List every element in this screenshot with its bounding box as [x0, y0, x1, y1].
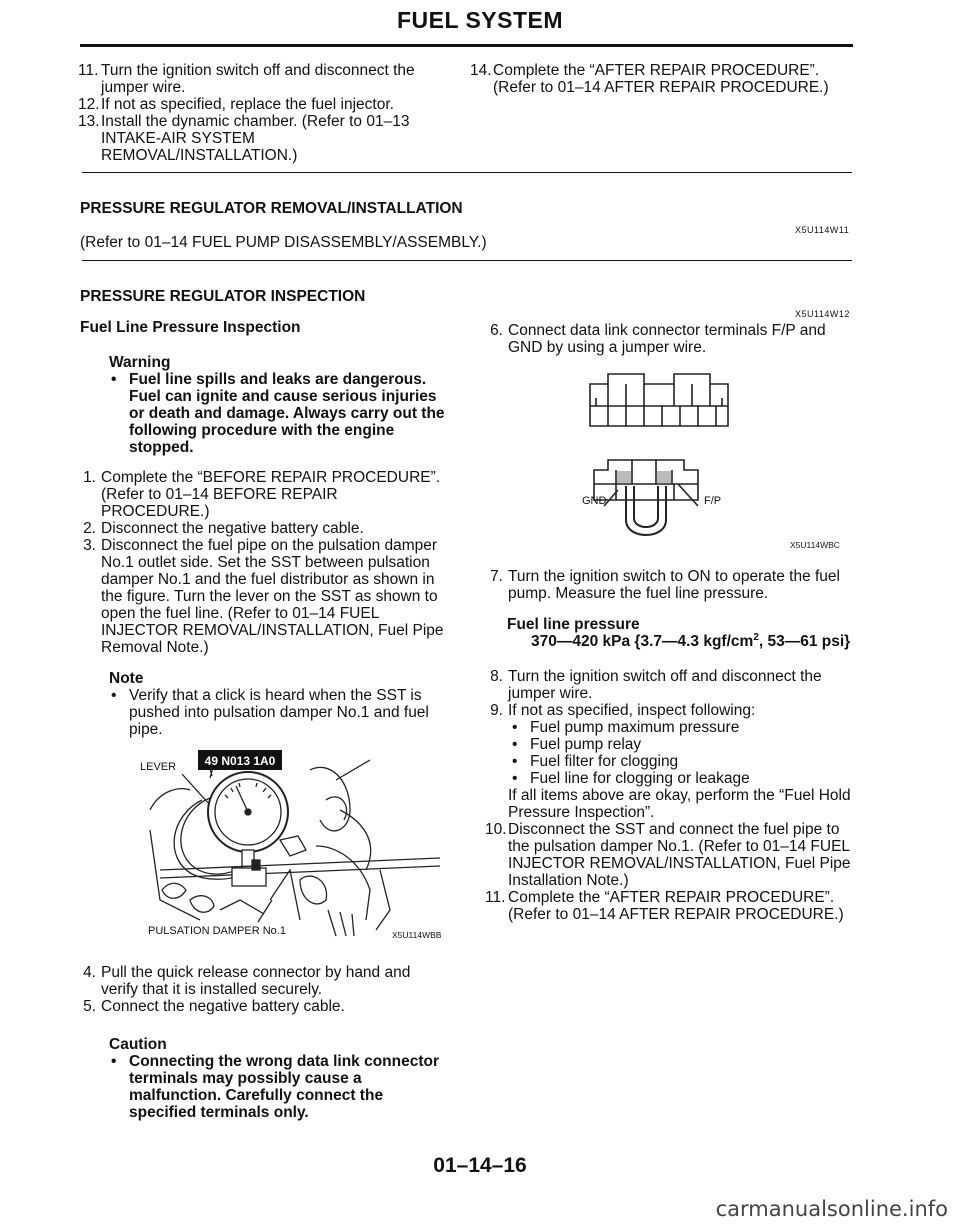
note-text: • Verify that a click is heard when the SST is pushed into pulsation damper No.1 and fuel pipe. — [107, 687, 467, 738]
header-rule — [80, 44, 853, 47]
steps-list — [78, 469, 468, 656]
subsection-heading: Fuel Line Pressure Inspection — [80, 319, 301, 336]
inspect-list: • Fuel pump maximum pressure • Fuel pump relay • Fuel filter for clogging • Fuel line for clogging or leakage If all items above are okay, perform the “Fuel Hold Pressure Inspection”. — [485, 719, 865, 821]
list-item: • Fuel pump relay — [508, 736, 865, 753]
sst-label: 49 N013 1A0 — [204, 754, 276, 768]
section-heading: PRESSURE REGULATOR REMOVAL/INSTALLATION — [80, 200, 463, 217]
list-item: 9. If not as specified, inspect following: — [490, 702, 756, 719]
steps-list — [485, 668, 865, 923]
caution-text: • Connecting the wrong data link connector terminals may possibly cause a malfunction. Carefully connect the specified terminals only. — [107, 1053, 467, 1121]
divider — [82, 260, 852, 261]
list-item: 11. Turn the ignition switch off and disconnect the jumper wire. — [78, 62, 415, 96]
fp-label: F/P — [704, 495, 722, 507]
spec-block — [507, 616, 867, 650]
list-item: 4. Pull the quick release connector by hand and verify that it is installed securely. — [83, 964, 411, 998]
caution-block — [109, 1036, 469, 1121]
figure-code: X5U114WBC — [790, 540, 840, 548]
caution-label: Caution — [109, 1036, 167, 1053]
list-item: 11. Complete the “AFTER REPAIR PROCEDURE”. (Refer to 01–14 AFTER REPAIR PROCEDURE.) — [485, 889, 844, 923]
top-left-steps — [78, 62, 458, 164]
list-item: • Fuel pump maximum pressure — [508, 719, 865, 736]
list-item: 2. Disconnect the negative battery cable. — [83, 520, 364, 537]
spec-value: 370—420 kPa {3.7—4.3 kgf/$cm^2$, 53—61 psi} — [531, 631, 851, 650]
top-right-steps — [470, 62, 860, 96]
sst-gauge-figure — [140, 750, 460, 940]
page-number: 01–14–16 — [433, 1154, 527, 1177]
steps-list — [485, 322, 865, 356]
damper-label: PULSATION DAMPER No.1 — [148, 925, 286, 937]
list-item: • Fuel line for clogging or leakage — [508, 770, 865, 787]
steps-list — [485, 568, 865, 602]
list-item: 5. Connect the negative battery cable. — [83, 998, 345, 1015]
list-item: 1. Complete the “BEFORE REPAIR PROCEDURE”. (Refer to 01–14 BEFORE REPAIR PROCEDURE.) — [83, 469, 441, 520]
lever-label: LEVER — [140, 761, 177, 773]
warning-label: Warning — [109, 354, 171, 371]
list-item: 14. Complete the “AFTER REPAIR PROCEDURE”. (Refer to 01–14 AFTER REPAIR PROCEDURE.) — [470, 62, 829, 96]
spec-label: Fuel line pressure — [507, 616, 640, 633]
section-heading: PRESSURE REGULATOR INSPECTION — [80, 288, 366, 305]
page-title: FUEL SYSTEM — [396, 7, 564, 33]
data-link-connector-figure — [560, 368, 870, 548]
warning-block — [109, 354, 469, 456]
list-item: 6. Connect data link connector terminals F/P and GND by using a jumper wire. — [490, 322, 826, 356]
steps-list — [78, 964, 468, 1015]
note-label: Note — [109, 670, 144, 687]
gnd-label: GND — [582, 495, 607, 507]
divider — [82, 172, 852, 173]
list-item: 13. Install the dynamic chamber. (Refer to 01–13 INTAKE-AIR SYSTEM REMOVAL/INSTALLATION.) — [78, 113, 410, 164]
list-item: 12. If not as specified, replace the fuel injector. — [78, 96, 394, 113]
list-item: 3. Disconnect the fuel pipe on the pulsation damper No.1 outlet side. Set the SST between pulsation damper No.1 and the fuel distributor as shown in the figure. Turn the lever on the SST as shown to open the fuel line. (Refer to 01–14 FUEL INJECTOR REMOVAL/INSTALLATION, Fuel Pipe Removal Note.) — [83, 537, 444, 656]
list-item: 7. Turn the ignition switch to ON to operate the fuel pump. Measure the fuel line pressure. — [490, 568, 840, 602]
section-reference: (Refer to 01–14 FUEL PUMP DISASSEMBLY/ASSEMBLY.) — [80, 234, 487, 251]
figure-code: X5U114WBB — [392, 930, 442, 940]
note-block — [109, 670, 469, 738]
watermark: carmanualsonline.info — [715, 1197, 948, 1221]
warning-text: • Fuel line spills and leaks are dangerous. Fuel can ignite and cause serious injuries or death and damage. Always carry out the following procedure with the engine stopped. — [107, 371, 467, 456]
list-item: 8. Turn the ignition switch off and disconnect the jumper wire. — [490, 668, 822, 702]
list-item: • Fuel filter for clogging — [508, 753, 865, 770]
section-code: X5U114W11 — [795, 225, 850, 235]
list-item: 10. Disconnect the SST and connect the fuel pipe to the pulsation damper No.1. (Refer to 01–14 FUEL INJECTOR REMOVAL/INSTALLATION, Fuel Pipe Installation Note.) — [485, 821, 851, 889]
section-code: X5U114W12 — [795, 309, 850, 319]
